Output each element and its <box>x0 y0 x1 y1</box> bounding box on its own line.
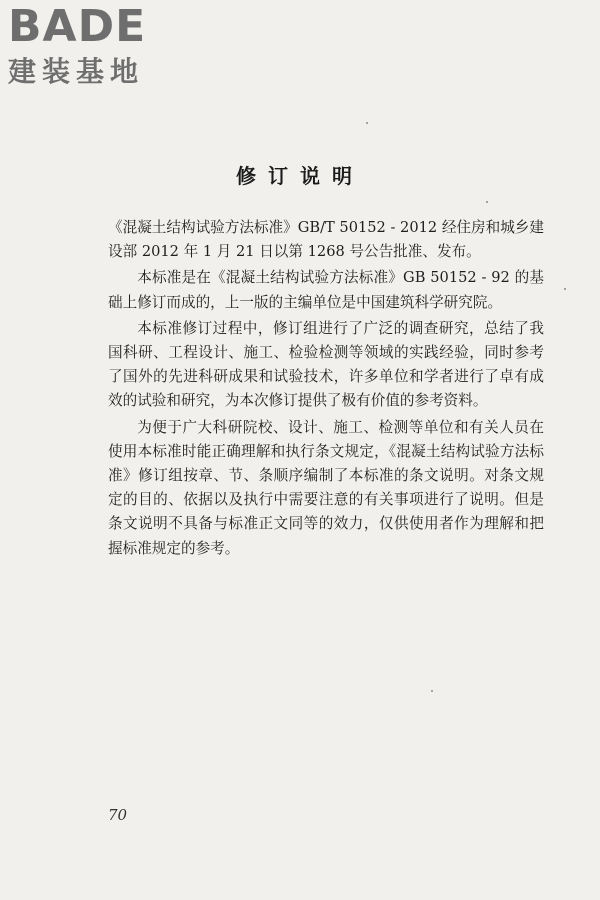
paragraph-3: 本标准修订过程中，修订组进行了广泛的调查研究，总结了我国科研、工程设计、施工、检验检测等领域的实践经验，同时参考了国外的先进科研成果和试验技术，许多单位和学者进行了卓有成效的试验和研究，为本次修订提供了极有价值的参考资料。 <box>108 319 544 410</box>
scan-speck <box>431 690 433 692</box>
paragraph-2: 本标准是在《混凝土结构试验方法标准》GB 50152 - 92 的基础上修订而成的，上一版的主编单位是中国建筑科学研究院。 <box>108 269 544 311</box>
paragraph-4: 为便于广大科研院校、设计、施工、检测等单位和有关人员在使用本标准时能正确理解和执行条文规定，《混凝土结构试验方法标准》修订组按章、节、条顺序编制了本标准的条文说明。对条文规定的目的、依据以及执行中需要注意的有关事项进行了说明。但是条文说明不具备与标准正文同等的效力，仅供使用者作为理解和把握标准规定的参考。 <box>108 418 544 557</box>
scan-speck <box>486 201 488 203</box>
scan-speck <box>564 288 566 290</box>
page-title: 修订说明 <box>236 164 364 188</box>
paragraph-1: 《混凝土结构试验方法标准》GB/T 50152 - 2012 经住房和城乡建设部 2012 年 1 月 21 日以第 1268 号公告批准、发布。 <box>108 219 544 261</box>
page-number: 70 <box>108 806 128 824</box>
body-text <box>108 216 544 563</box>
brand-logo <box>8 1 178 90</box>
scan-speck <box>366 122 368 124</box>
logo-subtitle: 建装基地 <box>8 55 145 88</box>
logo-mark: BADE <box>8 1 147 52</box>
